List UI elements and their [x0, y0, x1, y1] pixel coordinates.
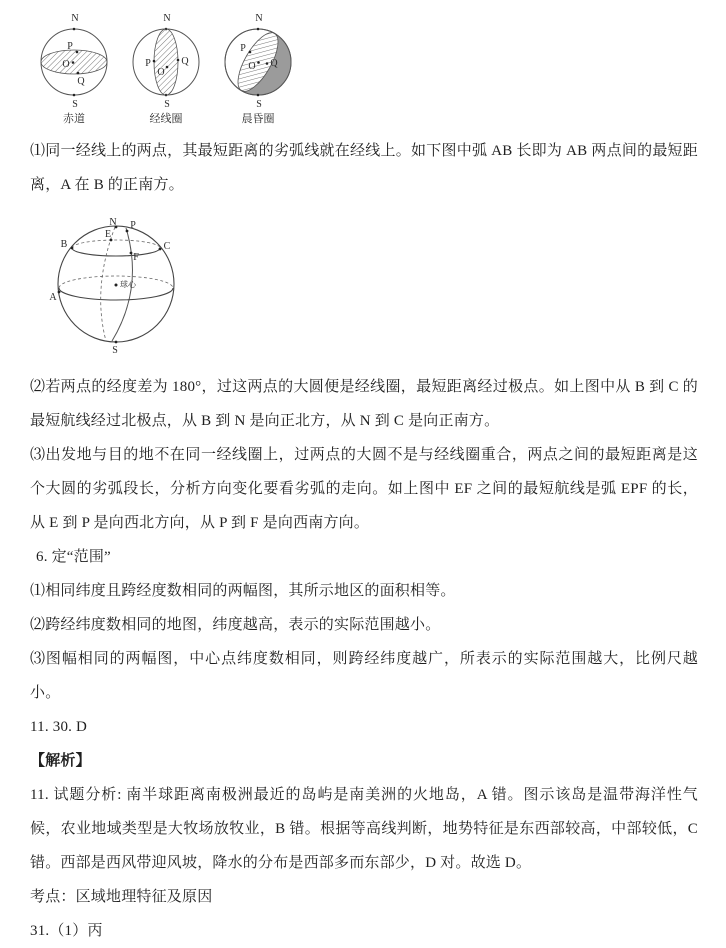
sphere-center-label: 球心: [120, 280, 136, 289]
meridian-globe-diagram: [133, 13, 199, 125]
point-c-label: C: [163, 241, 171, 252]
point-q-label: Q: [270, 58, 278, 69]
paragraph-6-item-3: ⑶图幅相同的两幅图，中心点纬度数相同，则跨经纬度越广，所表示的实际范围越大，比例尺越小。: [30, 651, 698, 701]
north-label: N: [109, 217, 117, 228]
terminator-globe-diagram: [225, 13, 291, 125]
three-globes-figure: [30, 6, 302, 126]
point-q-label: Q: [77, 76, 85, 87]
north-label: N: [255, 13, 263, 24]
south-label: S: [72, 99, 78, 110]
point-o-label: O: [157, 67, 165, 78]
north-label: N: [163, 13, 171, 24]
south-label: S: [256, 99, 262, 110]
paragraph-6-item-2: ⑵跨经纬度数相同的地图，纬度越高，表示的实际范围越小。: [30, 617, 441, 633]
paragraph-rule-3: ⑶出发地与目的地不在同一经线圈上，过两点的大圆不是与经线圈重合，两点之间的最短距离是这个大圆的劣弧段长，分析方向变化要看劣弧的走向。如上图中 EF 之间的最短航线是弧 EPF 的长，从 E 到 P 是向西北方向，从 P 到 F 是向西南方向。: [30, 447, 698, 531]
paragraph-rule-1: ⑴同一经线上的两点，其最短距离的劣弧线就在经线上。如下图中弧 AB 长即为 AB 两点间的最短距离，A 在 B 的正南方。: [30, 143, 698, 193]
point-a-label: A: [49, 292, 57, 303]
figure-caption-meridian: 经线圈: [149, 113, 183, 125]
exam-point-line: 考点：区域地理特征及原因: [30, 889, 213, 905]
figure-caption-equator: 赤道: [63, 113, 85, 125]
point-o-label: O: [62, 59, 70, 70]
point-b-label: B: [60, 239, 68, 250]
point-p-label: P: [67, 41, 73, 52]
point-q-label: Q: [181, 56, 189, 67]
answer-line-11-30: 11. 30. D: [30, 719, 88, 735]
paragraph-6-item-1: ⑴相同纬度且跨经度数相同的两幅图，其所示地区的面积相等。: [30, 583, 456, 599]
great-circle-sphere-figure: [46, 218, 196, 356]
analysis-tag: 【解析】: [30, 753, 91, 769]
answer-line-31: 31.（1）丙: [30, 923, 103, 939]
point-p-label: P: [130, 220, 136, 231]
point-f-label: F: [133, 252, 139, 263]
point-e-label: E: [104, 229, 112, 240]
equator-globe-diagram: [41, 13, 107, 125]
south-label: S: [112, 345, 118, 356]
point-p-label: P: [145, 58, 151, 69]
point-p-label: P: [240, 43, 246, 54]
point-o-label: O: [248, 61, 256, 72]
analysis-paragraph-11: 11. 试题分析: 南半球距离南极洲最近的岛屿是南美洲的火地岛，A 错。图示该岛是温带海洋性气候，农业地域类型是大牧场放牧业，B 错。根据等高线判断，地势特征是东西部较高，中部较低，C 错。西部是西风带迎风坡，降水的分布是西部多而东部少，D 对。故选 D。: [30, 787, 698, 871]
section-heading-6: 6. 定“范围”: [36, 549, 111, 565]
north-label: N: [71, 13, 79, 24]
south-label: S: [164, 99, 170, 110]
figure-caption-terminator: 晨昏圈: [241, 113, 275, 125]
paragraph-rule-2: ⑵若两点的经度差为 180°，过这两点的大圆便是经线圈，最短距离经过极点。如上图中从 B 到 C 的最短航线经过北极点，从 B 到 N 是向正北方，从 N 到 C 是向正南方。: [30, 379, 698, 429]
